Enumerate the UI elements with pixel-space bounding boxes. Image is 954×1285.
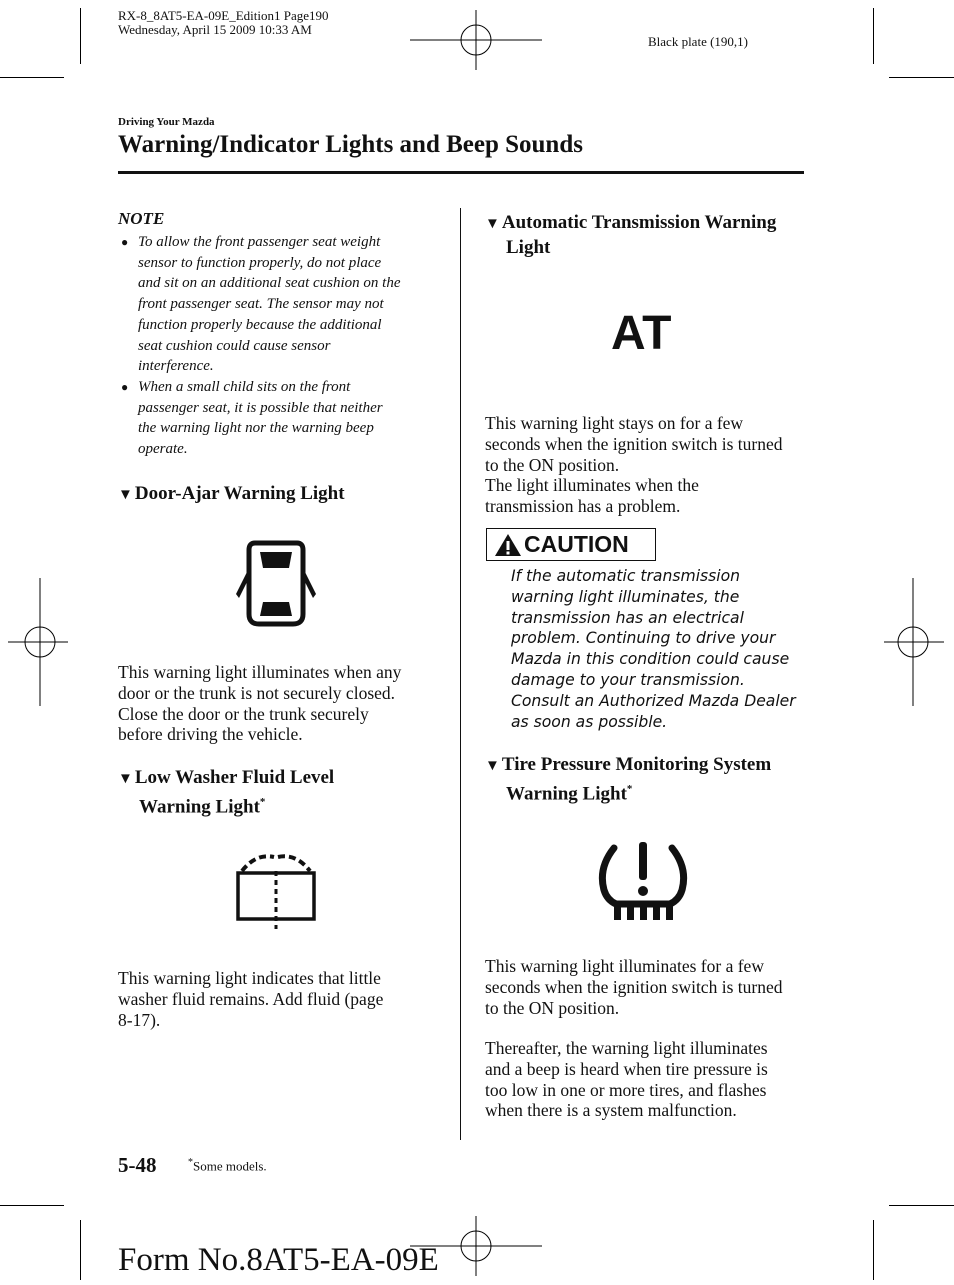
- bullet-icon: ●: [121, 379, 129, 394]
- at-heading: ▼ Automatic Transmission Warning Light: [485, 212, 777, 258]
- note-label: NOTE: [118, 209, 165, 228]
- washer-body: This warning light indicates that little washer fluid remains. Add fluid (page 8-17).: [118, 968, 384, 1030]
- triangle-marker-icon: ▼: [118, 771, 133, 787]
- print-meta-line2: Wednesday, April 15 2009 10:33 AM: [118, 22, 312, 37]
- star-marker: *: [188, 1157, 193, 1168]
- door-ajar-heading: ▼ Door-Ajar Warning Light: [118, 483, 345, 504]
- registration-mark-top: [410, 10, 542, 70]
- star-marker: *: [259, 796, 266, 808]
- registration-mark-left: [8, 578, 68, 706]
- print-meta: [118, 9, 329, 37]
- tpms-body-1: This warning light illuminates for a few seconds when the ignition switch is turned to the ON position.: [485, 956, 783, 1018]
- star-marker: *: [626, 783, 633, 795]
- footnote: *Some models.: [188, 1157, 267, 1174]
- page-number: 5-48: [118, 1153, 157, 1177]
- triangle-marker-icon: ▼: [485, 216, 500, 232]
- registration-mark-right: [884, 578, 944, 706]
- at-body: This warning light stays on for a few seconds when the ignition switch is turned to the ON position. The light illuminates when the transmission has a problem.: [485, 413, 783, 517]
- bullet-icon: ●: [121, 235, 129, 249]
- form-number: Form No.8AT5-EA-09E: [118, 1242, 439, 1278]
- caution-text: If the automatic transmission warning light illuminates, the transmission has an electrical problem. Continuing to drive your Mazda in this condition could cause damage to your transmission. Consult an Authorized Mazda Dealer as soon as possible.: [511, 567, 796, 731]
- caution-box: [486, 528, 656, 561]
- door-ajar-body: This warning light illuminates when any door or the trunk is not securely closed. Close the door or the trunk securely before driving the vehicle.: [118, 662, 402, 745]
- note-item: ● When a small child sits on the front passenger seat, it is possible that neither the warning light nor the warning beep operate.: [121, 378, 383, 458]
- note-list: [118, 232, 448, 460]
- column-divider: [460, 208, 461, 1140]
- washer-fluid-icon: [234, 853, 318, 931]
- warning-triangle-icon: [494, 533, 522, 557]
- caution-label: CAUTION: [524, 531, 629, 557]
- tire-pressure-icon: [596, 838, 690, 922]
- title-rule: [118, 171, 804, 174]
- section-label: Driving Your Mazda: [118, 116, 215, 128]
- washer-heading: ▼ Low Washer Fluid Level Warning Light*: [118, 767, 335, 818]
- tpms-heading: ▼ Tire Pressure Monitoring System Warning Light*: [485, 754, 772, 805]
- door-ajar-icon: [233, 538, 319, 628]
- note-item: ● To allow the front passenger seat weight sensor to function properly, do not place and sit on an additional seat cushion on the front passenger seat. The sensor may not function properly because the additional seat cushion could cause sensor interference.: [121, 234, 401, 375]
- tpms-body-2: Thereafter, the warning light illuminates and a beep is heard when tire pressure is too low in one or more tires, and flashes when there is a system malfunction.: [485, 1038, 768, 1121]
- at-warning-symbol: AT: [611, 307, 672, 360]
- page-title: Warning/Indicator Lights and Beep Sounds: [118, 131, 583, 158]
- plate-label: Black plate (190,1): [648, 34, 748, 49]
- triangle-marker-icon: ▼: [485, 758, 500, 774]
- triangle-marker-icon: ▼: [118, 487, 133, 503]
- print-meta-line1: RX-8_8AT5-EA-09E_Edition1 Page190: [118, 8, 329, 23]
